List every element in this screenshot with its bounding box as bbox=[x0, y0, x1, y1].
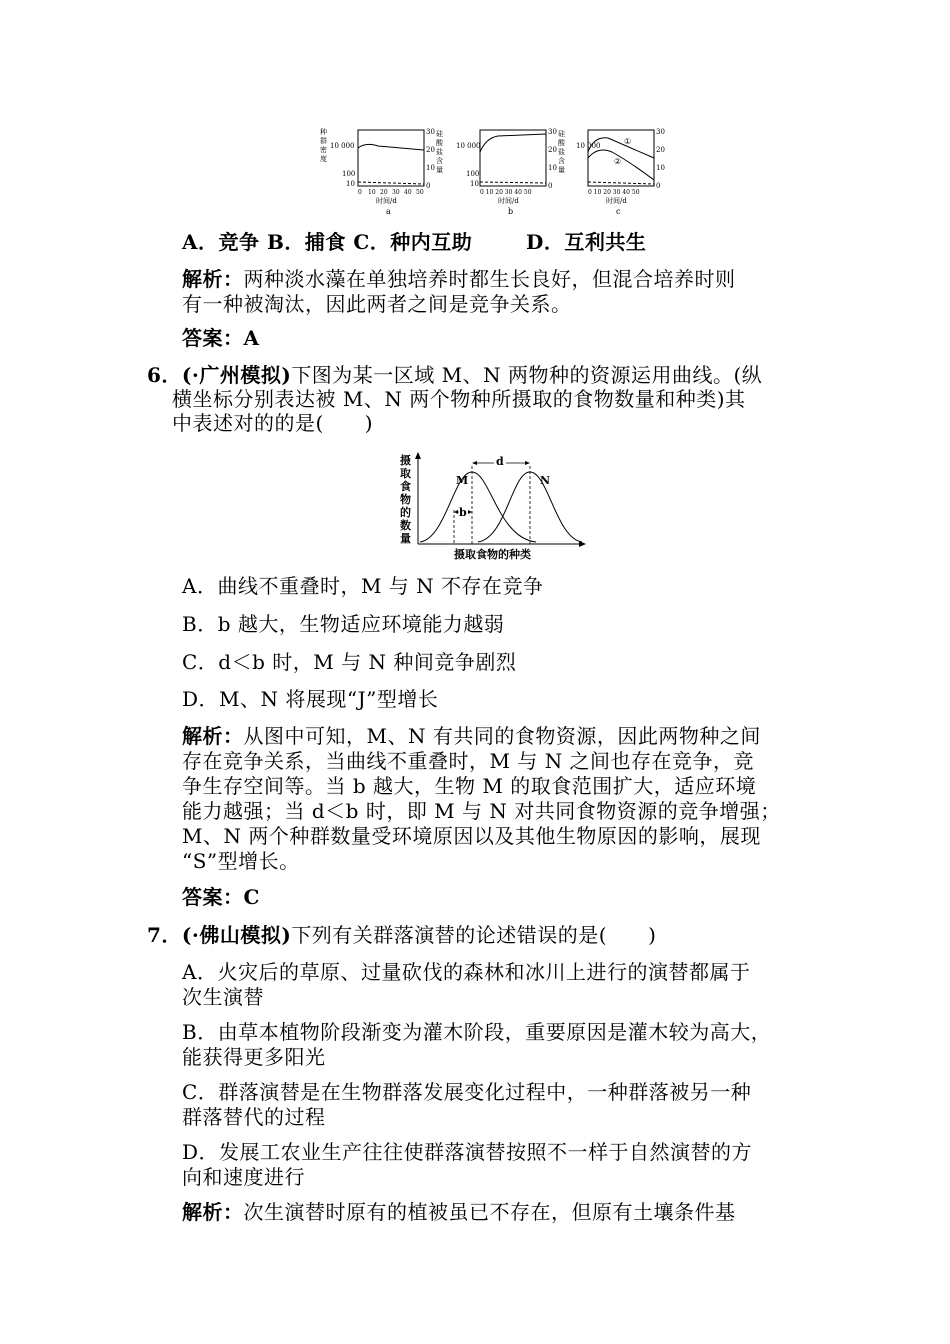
mark-b: b bbox=[459, 506, 467, 519]
svg-text:数: 数 bbox=[400, 519, 411, 532]
panel-label: b bbox=[508, 207, 514, 216]
q6-option-b: B．b 越大，生物适应环境能力越弱 bbox=[182, 612, 505, 636]
analysis-text: 次生演替时原有的植被虽已不存在，但原有土壤条件基 bbox=[243, 1200, 736, 1224]
analysis-label: 解析： bbox=[182, 724, 244, 748]
x-tick: 30 bbox=[392, 189, 400, 196]
svg-text:10: 10 bbox=[656, 164, 665, 172]
option: A．竞争 B．捕食 C．种内互助 bbox=[182, 230, 473, 254]
q6-stem-line: 中表述对的的是( ) bbox=[172, 411, 374, 435]
y-tick-right: 10 bbox=[426, 164, 435, 172]
q7-option-a: A．火灾后的草原、过量砍伐的森林和冰川上进行的演替都属于 bbox=[182, 960, 751, 984]
stem-text: 下图为某一区域 M、N 两物种的资源运用曲线。(纵 bbox=[291, 363, 763, 387]
svg-text:30: 30 bbox=[656, 128, 665, 136]
q5-analysis-line bbox=[182, 267, 736, 291]
svg-text:20: 20 bbox=[548, 146, 557, 154]
q7-option-d-cont: 向和速度进行 bbox=[182, 1165, 305, 1189]
y-tick: 100 bbox=[342, 170, 356, 178]
svg-text:硅: 硅 bbox=[558, 130, 565, 138]
q6-option-a: A．曲线不重叠时，M 与 N 不存在竞争 bbox=[182, 574, 544, 598]
svg-text:10 000: 10 000 bbox=[456, 142, 481, 150]
q6-analysis-line bbox=[182, 724, 761, 748]
panel-label: c bbox=[616, 207, 621, 216]
panel-b bbox=[456, 128, 566, 216]
svg-text:含: 含 bbox=[436, 157, 443, 165]
svg-text:物: 物 bbox=[400, 493, 411, 506]
analysis-text: 从图中可知，M、N 有共同的食物资源，因此两物种之间 bbox=[243, 724, 761, 748]
q6-answer: 答案：C bbox=[182, 885, 260, 909]
curve-mark: ② bbox=[614, 157, 622, 166]
svg-text:的: 的 bbox=[400, 506, 411, 519]
q6-analysis-line: “S”型增长。 bbox=[182, 849, 300, 873]
x-tick: 10 bbox=[368, 189, 376, 196]
svg-text:摄: 摄 bbox=[400, 454, 411, 467]
x-axis-label: 摄取食物的种类 bbox=[454, 548, 531, 561]
panel-c bbox=[576, 128, 665, 216]
svg-text:群: 群 bbox=[320, 137, 327, 145]
x-tick: 50 bbox=[416, 189, 424, 196]
y-tick-right: 30 bbox=[426, 128, 435, 136]
question-number: 6． bbox=[147, 363, 182, 387]
svg-text:取: 取 bbox=[400, 467, 411, 480]
stem-text: 下列有关群落演替的论述错误的是( ) bbox=[291, 923, 657, 947]
y-tick: 10 bbox=[346, 180, 355, 188]
svg-text:含: 含 bbox=[558, 157, 565, 165]
q6-stem-line bbox=[147, 363, 762, 387]
question-number: 7． bbox=[147, 923, 182, 947]
y-tick: 10 000 bbox=[330, 142, 355, 150]
svg-text:0: 0 bbox=[656, 182, 661, 190]
curve-mark: ① bbox=[624, 137, 632, 146]
analysis-text: 两种淡水藻在单独培养时都生长良好，但混合培养时则 bbox=[243, 267, 736, 291]
y-tick-right: 0 bbox=[426, 182, 431, 190]
svg-text:盐: 盐 bbox=[436, 148, 443, 156]
y-tick-right: 20 bbox=[426, 146, 435, 154]
svg-text:量: 量 bbox=[436, 166, 443, 174]
q7-option-c-cont: 群落替代的过程 bbox=[182, 1105, 326, 1129]
svg-text:0 10 20 30 40 50: 0 10 20 30 40 50 bbox=[480, 189, 532, 196]
svg-text:盐: 盐 bbox=[558, 148, 565, 156]
svg-text:10: 10 bbox=[548, 164, 557, 172]
q7-option-d: D．发展工农业生产往往使群落演替按照不一样于自然演替的方 bbox=[182, 1140, 753, 1164]
left-axis-label: 种 bbox=[320, 128, 327, 136]
analysis-label: 解析： bbox=[182, 1200, 244, 1224]
q6-analysis-line: M、N 两个种群数量受环境原因以及其他生物原因的影响，展现 bbox=[182, 824, 761, 848]
svg-text:0: 0 bbox=[548, 182, 553, 190]
q6-stem-line: 横坐标分别表达被 M、N 两个物种所摄取的食物数量和种类)其 bbox=[172, 387, 746, 411]
curve-n-label: N bbox=[540, 474, 551, 487]
x-tick: 0 bbox=[358, 189, 362, 196]
svg-text:酸: 酸 bbox=[436, 139, 443, 147]
q5-answer: 答案：A bbox=[182, 326, 260, 350]
panel-a bbox=[320, 127, 444, 216]
q5-options-row bbox=[182, 230, 646, 254]
svg-text:度: 度 bbox=[320, 155, 327, 163]
q6-option-d: D．M、N 将展现“J”型增长 bbox=[182, 687, 439, 711]
q7-analysis-line bbox=[182, 1200, 736, 1224]
y-axis-label bbox=[400, 453, 412, 545]
svg-text:30: 30 bbox=[548, 128, 557, 136]
q7-stem-line bbox=[147, 923, 656, 947]
svg-text:20: 20 bbox=[656, 146, 665, 154]
svg-text:10 000: 10 000 bbox=[576, 142, 601, 150]
svg-text:食: 食 bbox=[400, 480, 411, 493]
q5-analysis-line: 有一种被淘汰，因此两者之间是竞争关系。 bbox=[182, 292, 572, 316]
svg-text:时间/d: 时间/d bbox=[606, 197, 627, 205]
svg-text:量: 量 bbox=[558, 166, 565, 174]
x-axis-label: 时间/d bbox=[376, 197, 397, 205]
q6-option-c: C．d＜b 时，M 与 N 种间竞争剧烈 bbox=[182, 650, 517, 674]
question-source: (·佛山模拟) bbox=[181, 923, 292, 947]
option: D．互利共生 bbox=[525, 230, 647, 254]
question-source: (·广州模拟) bbox=[181, 363, 292, 387]
x-tick: 40 bbox=[404, 189, 412, 196]
svg-text:酸: 酸 bbox=[558, 139, 565, 147]
q6-analysis-line: 存在竞争关系，当曲线不重叠时，M 与 N 之间也存在竞争，竞 bbox=[182, 749, 755, 773]
svg-text:100: 100 bbox=[466, 170, 480, 178]
svg-text:0 10 20 30 40 50: 0 10 20 30 40 50 bbox=[588, 189, 640, 196]
population-silicate-figure bbox=[318, 122, 668, 218]
q7-option-a-cont: 次生演替 bbox=[182, 985, 264, 1009]
svg-text:密: 密 bbox=[320, 146, 327, 154]
panel-label: a bbox=[386, 207, 391, 216]
q6-analysis-line: 能力越强；当 d＜b 时，即 M 与 N 对共同食物资源的竞争增强； bbox=[182, 799, 781, 823]
q6-analysis-line: 争生存空间等。当 b 越大，生物 M 的取食范围扩大，适应环境 bbox=[182, 774, 757, 798]
svg-text:硅: 硅 bbox=[436, 130, 443, 138]
svg-text:量: 量 bbox=[400, 532, 411, 545]
q7-option-b-cont: 能获得更多阳光 bbox=[182, 1045, 326, 1069]
svg-text:10: 10 bbox=[470, 180, 479, 188]
mark-d: d bbox=[496, 455, 504, 468]
x-tick: 20 bbox=[380, 189, 388, 196]
q7-option-c: C．群落演替是在生物群落发展变化过程中，一种群落被另一种 bbox=[182, 1080, 752, 1104]
analysis-label: 解析： bbox=[182, 267, 244, 291]
q7-option-b: B．由草本植物阶段渐变为灌木阶段，重要原因是灌木较为高大， bbox=[182, 1020, 772, 1044]
resource-use-figure bbox=[396, 450, 592, 562]
svg-text:时间/d: 时间/d bbox=[498, 197, 519, 205]
curve-m-label: M bbox=[456, 474, 469, 487]
